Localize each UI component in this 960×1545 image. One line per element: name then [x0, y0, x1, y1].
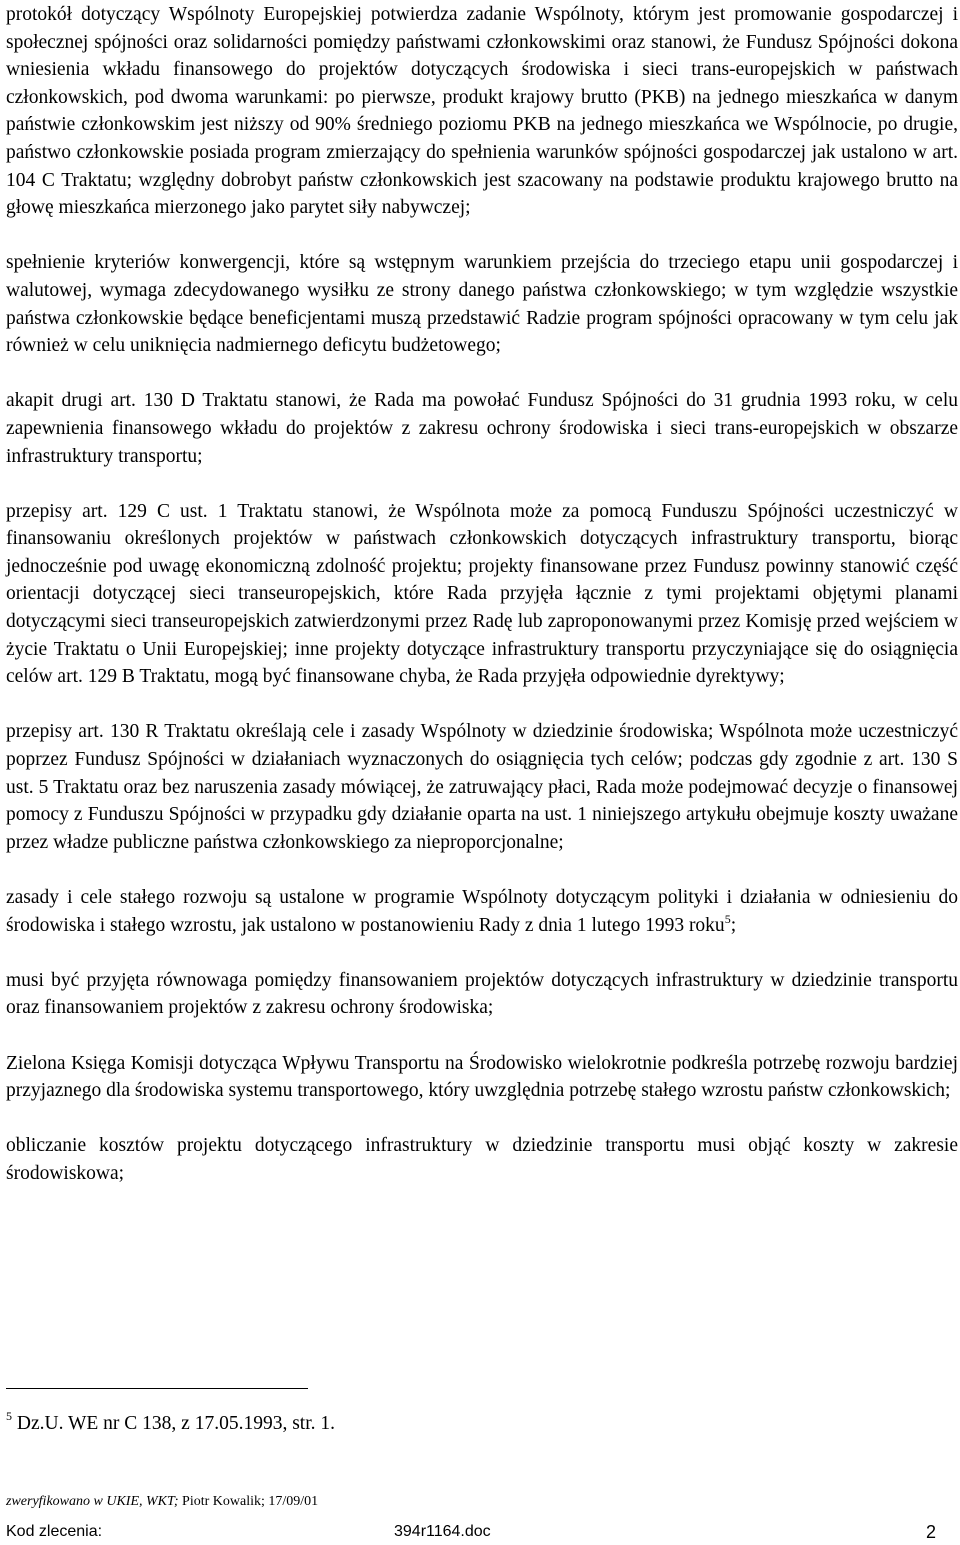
- paragraph-5: przepisy art. 130 R Traktatu określają cele i zasady Wspólnoty w dziedzinie środowiska; Wspólnota może uczestniczyć poprzez Fundusz Spójności w działaniach wyznaczonych do osiągnięcia tych celów; podczas gdy zgodnie z art. 130 S ust. 5 Traktatu oraz bez naruszenia zasady mówiącej, że zatruwający płaci, Rada może podejmować decyzje o finansowej pomocy z Funduszu Spójności w przypadku gdy działanie oparta na ust. 1 niniejszego artykułu obejmuje koszty uważane przez władze publiczne państwa członkowskiego za nieproporcjonalne;: [6, 721, 958, 853]
- footnote-number: 5: [6, 1409, 12, 1423]
- paragraph-6: [6, 884, 958, 939]
- paragraph-1: protokół dotyczący Wspólnoty Europejskiej potwierdza zadanie Wspólnoty, którym jest promowanie gospodarczej i społecznej spójności oraz solidarności pomiędzy państwami członkowskimi oraz stanowi, że Fundusz Spójności dokona wniesienia wkładu finansowego do projektów dotyczących środowiska i sieci trans-europejskich w państwach członkowskich, pod dwoma warunkami: po pierwsze, produkt krajowy brutto (PKB) na jednego mieszkańca w danym państwie członkowskim jest niższy od 90% średniego poziomu PKB na jednego mieszkańca we Wspólnocie, po drugie, państwo członkowskie posiada program zmierzający do spełnienia warunków spójności gospodarczej jak ustalono w art. 104 C Traktatu; względny dobrobyt państw członkowskich jest szacowany na podstawie produktu krajowego brutto na głowę mieszkańca mierzonego jako parytet siły nabywczej;: [6, 4, 958, 219]
- verification-author: Piotr Kowalik; 17/09/01: [178, 1494, 319, 1509]
- footnote: [6, 1410, 706, 1437]
- footnote-reference[interactable]: 5: [724, 911, 731, 926]
- verification-note: [6, 1493, 706, 1511]
- paragraph-3: akapit drugi art. 130 D Traktatu stanowi, że Rada ma powołać Fundusz Spójności do 31 grudnia 1993 roku, w celu zapewnienia finansowego wkładu do projektów z zakresu ochrony środowiska i sieci trans-europejskich w obszarze infrastruktury transportu;: [6, 390, 958, 467]
- footnote-separator: [6, 1388, 308, 1389]
- verification-italic: zweryfikowano w UKIE, WKT;: [6, 1494, 179, 1509]
- paragraph-7: musi być przyjęta równowaga pomiędzy finansowaniem projektów dotyczących infrastruktury w dziedzinie transportu oraz finansowaniem projektów z zakresu ochrony środowiska;: [6, 969, 958, 1019]
- paragraph-4: przepisy art. 129 C ust. 1 Traktatu stanowi, że Wspólnota może za pomocą Funduszu Spójności uczestniczyć w finansowaniu określonych projektów w państwach członkowskich dotyczących infrastruktury transportu, biorąc jednocześnie pod uwagę ekonomiczną zdolność projektu; projekty finansowane przez Fundusz powinny stanowić część orientacji dotyczącej sieci transeuropejskich, które Rada przyjęła łącznie z tymi projektami objętymi planami dotyczącymi sieci transeuropejskich zatwierdzonymi przez Radę lub zaproponowanymi przez Komisję przed wejściem w życie Traktatu o Unii Europejskiej; inne projekty dotyczące infrastruktury transportu przyczyniające się do osiągnięcia celów art. 129 B Traktatu, mogą być finansowane chyba, że Rada przyjęła odpowiednie dyrektywy;: [6, 500, 958, 688]
- document-body: [6, 1, 958, 1188]
- paragraph-6-text: zasady i cele stałego rozwoju są ustalone w programie Wspólnoty dotyczącym polityki i działania w odniesieniu do środowiska i stałego wzrostu, jak ustalono w postanowieniu Rady z dnia 1 lutego 1993 roku: [6, 887, 958, 936]
- footnote-text: Dz.U. WE nr C 138, z 17.05.1993, str. 1.: [12, 1413, 335, 1434]
- page-number: 2: [925, 1522, 936, 1542]
- paragraph-2: spełnienie kryteriów konwergencji, które są wstępnym warunkiem przejścia do trzeciego etapu unii gospodarczej i walutowej, wymaga zdecydowanego wysiłku ze strony danego państwa członkowskiego; w tym względzie wszystkie państwa członkowskie będące beneficjentami muszą przedstawić Radzie program spójności opracowany w tym celu jak również w celu uniknięcia nadmiernego deficytu budżetowego;: [6, 252, 958, 357]
- document-filename: 394r1164.doc: [394, 1523, 491, 1540]
- paragraph-6-end: ;: [730, 914, 737, 936]
- order-code-label: Kod zlecenia:: [6, 1523, 103, 1540]
- paragraph-9: obliczanie kosztów projektu dotyczącego infrastruktury w dziedzinie transportu musi objąć koszty w zakresie środowiskowa;: [6, 1135, 958, 1184]
- paragraph-8: Zielona Księga Komisji dotycząca Wpływu Transportu na Środowisko wielokrotnie podkreśla potrzebę rozwoju bardziej przyjaznego dla środowiska systemu transportowego, który uwzględnia potrzebę stałego wzrostu państw członkowskich;: [6, 1052, 958, 1102]
- page-footer: [6, 1522, 936, 1542]
